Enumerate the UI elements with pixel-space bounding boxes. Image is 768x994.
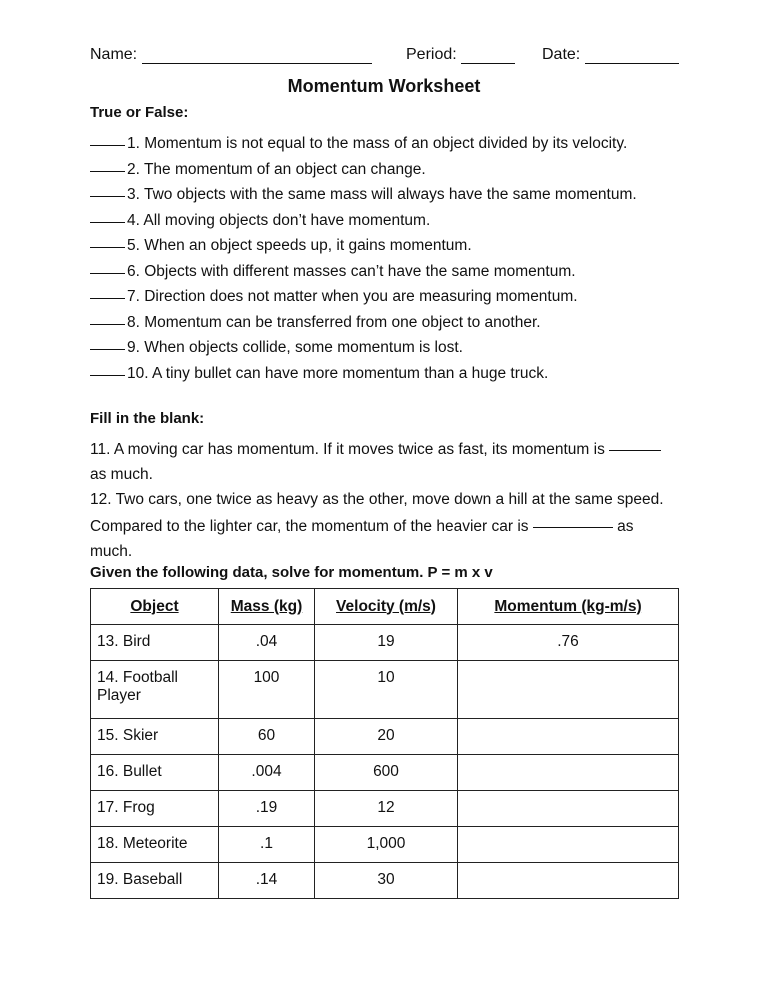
date-blank[interactable]: [585, 47, 679, 64]
cell-momentum[interactable]: .76: [458, 625, 679, 661]
col-header-mass: Mass (kg): [219, 589, 315, 625]
table-row: [91, 791, 679, 827]
cell-velocity: 19: [315, 625, 458, 661]
cell-momentum[interactable]: [458, 863, 679, 899]
table-body: [91, 625, 679, 899]
cell-object: 17. Frog: [91, 791, 219, 827]
tf-item-text: 4. All moving objects don’t have momentum.: [127, 211, 431, 229]
table-header-row: [91, 589, 679, 625]
date-field: [542, 46, 679, 64]
period-blank[interactable]: [461, 47, 515, 64]
tf-item: [90, 307, 690, 333]
tf-item-text: 3. Two objects with the same mass will always have the same momentum.: [127, 186, 637, 203]
cell-object: 16. Bullet: [91, 755, 219, 791]
table-row: [91, 625, 679, 661]
cell-object: 14. Football Player: [91, 661, 219, 719]
momentum-table: [90, 588, 679, 899]
tf-item: [90, 281, 690, 307]
q11-text: 11. A moving car has momentum. If it moves twice as fast, its momentum is: [90, 441, 605, 458]
answer-blank[interactable]: [90, 332, 125, 350]
cell-velocity: 20: [315, 719, 458, 755]
header-row: [90, 46, 680, 68]
question-11: [90, 435, 680, 487]
tf-item-text: 6. Objects with different masses can’t have the same momentum.: [127, 262, 576, 280]
period-field: [406, 46, 515, 64]
tf-item-text: 7. Direction does not matter when you are measuring momentum.: [127, 288, 578, 305]
cell-object: 13. Bird: [91, 625, 219, 661]
table-row: [91, 719, 679, 755]
answer-blank[interactable]: [90, 256, 125, 274]
cell-mass: .1: [219, 827, 315, 863]
answer-blank[interactable]: [90, 307, 125, 325]
tf-item: [90, 179, 690, 205]
cell-object: 15. Skier: [91, 719, 219, 755]
table-row: [91, 827, 679, 863]
q11-blank[interactable]: [609, 435, 661, 451]
cell-momentum[interactable]: [458, 827, 679, 863]
tf-item: [90, 332, 690, 358]
answer-blank[interactable]: [90, 281, 125, 299]
tf-item: [90, 358, 690, 384]
tf-item: [90, 205, 690, 231]
col-header-momentum: Momentum (kg-m/s): [458, 589, 679, 625]
cell-velocity: 10: [315, 661, 458, 719]
cell-momentum[interactable]: [458, 661, 679, 719]
name-blank[interactable]: [142, 47, 372, 64]
tf-item-text: 5. When an object speeds up, it gains momentum.: [127, 237, 472, 254]
cell-velocity: 30: [315, 863, 458, 899]
page-title: Momentum Worksheet: [287, 76, 481, 96]
answer-blank[interactable]: [90, 179, 125, 197]
tf-item: [90, 230, 690, 256]
table-heading: Given the following data, solve for momentum. P = m x v: [90, 564, 493, 581]
answer-blank[interactable]: [90, 205, 125, 223]
date-label: Date:: [542, 46, 581, 63]
cell-mass: 60: [219, 719, 315, 755]
name-label: Name:: [90, 46, 138, 63]
q12-text: 12. Two cars, one twice as heavy as the other, move down a hill at the same speed. Compared to the lighter car, the momentum of the heavier car is: [90, 491, 664, 535]
cell-velocity: 1,000: [315, 827, 458, 863]
cell-momentum[interactable]: [458, 719, 679, 755]
cell-velocity: 12: [315, 791, 458, 827]
tf-item-text: 1. Momentum is not equal to the mass of an object divided by its velocity.: [127, 135, 628, 152]
true-false-list: [90, 128, 690, 383]
tf-item-text: 8. Momentum can be transferred from one object to another.: [127, 313, 541, 331]
cell-mass: .19: [219, 791, 315, 827]
cell-momentum[interactable]: [458, 791, 679, 827]
table-row: [91, 755, 679, 791]
cell-object: 19. Baseball: [91, 863, 219, 899]
tf-item-text: 2. The momentum of an object can change.: [127, 160, 426, 178]
cell-object: 18. Meteorite: [91, 827, 219, 863]
question-12: [90, 487, 680, 564]
answer-blank[interactable]: [90, 358, 125, 376]
answer-blank[interactable]: [90, 128, 125, 146]
fill-blank-questions: [90, 435, 680, 564]
q12-suffix: as much.: [90, 518, 634, 560]
tf-item: [90, 128, 690, 154]
true-false-heading: True or False:: [90, 104, 189, 121]
cell-mass: .04: [219, 625, 315, 661]
q12-blank[interactable]: [533, 512, 613, 528]
fill-blank-heading: Fill in the blank:: [90, 410, 205, 427]
table-row: [91, 661, 679, 719]
answer-blank[interactable]: [90, 154, 125, 172]
answer-blank[interactable]: [90, 230, 125, 248]
tf-item-text: 10. A tiny bullet can have more momentum than a huge truck.: [127, 364, 549, 382]
table-row: [91, 863, 679, 899]
q11-suffix: as much.: [90, 466, 153, 483]
col-header-velocity: Velocity (m/s): [315, 589, 458, 625]
period-label: Period:: [406, 46, 457, 63]
tf-item-text: 9. When objects collide, some momentum is lost.: [127, 339, 463, 356]
name-field: [90, 46, 372, 64]
cell-velocity: 600: [315, 755, 458, 791]
cell-momentum[interactable]: [458, 755, 679, 791]
cell-mass: .14: [219, 863, 315, 899]
tf-item: [90, 154, 690, 180]
cell-mass: 100: [219, 661, 315, 719]
cell-mass: .004: [219, 755, 315, 791]
col-header-object: Object: [91, 589, 219, 625]
tf-item: [90, 256, 690, 282]
